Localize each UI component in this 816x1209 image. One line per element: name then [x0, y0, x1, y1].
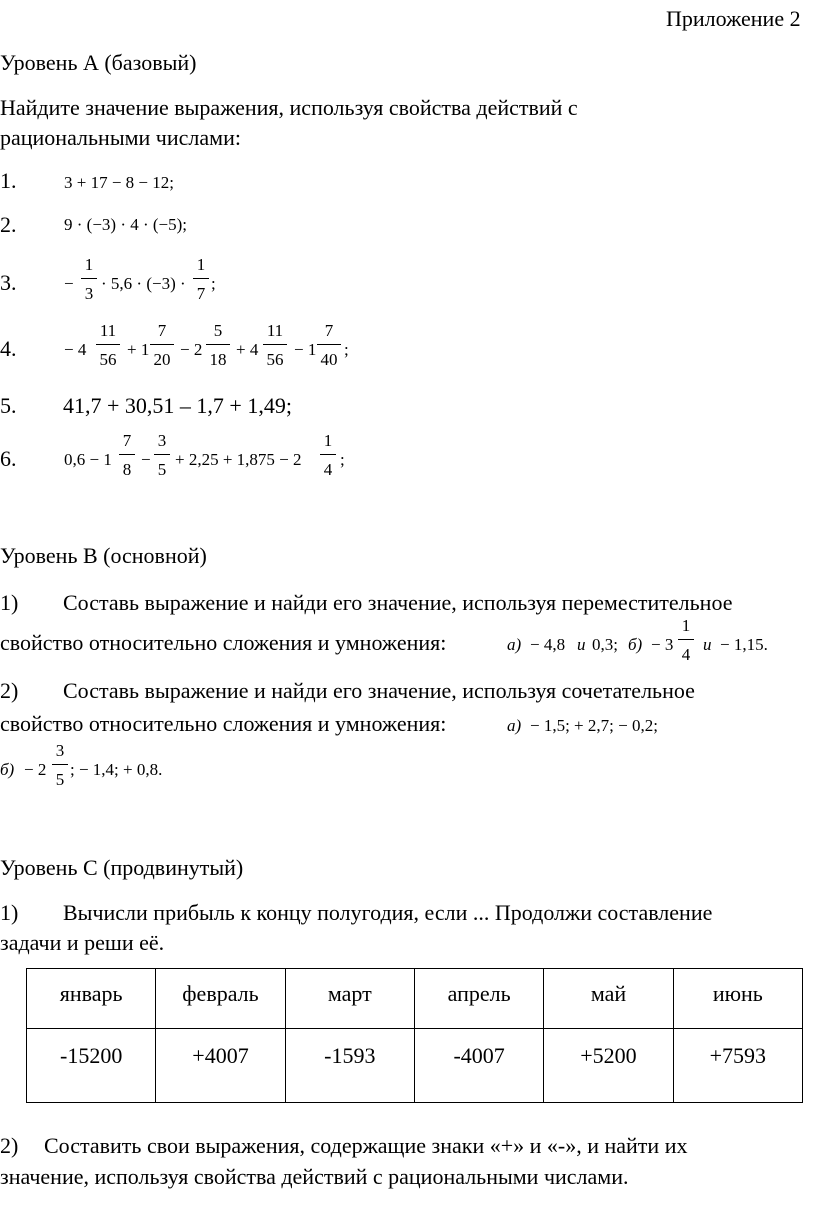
- item-term: −: [141, 450, 151, 469]
- item-number: 2.: [0, 212, 17, 237]
- fraction-denominator: 18: [209, 350, 227, 369]
- level-b-title: Уровень В (основной): [0, 543, 207, 568]
- fraction-numerator: 3: [55, 741, 65, 760]
- table-cell-value: -4007: [414, 1029, 543, 1103]
- table-cell-month: март: [285, 969, 414, 1029]
- task-option-b-whole: − 3: [651, 635, 674, 654]
- fraction-denominator: 5: [55, 770, 65, 789]
- fraction: [153, 432, 171, 478]
- task-option-a-expr: − 1,5; + 2,7; − 0,2;: [530, 716, 658, 735]
- task-option-a-expr2: 0,3;: [592, 635, 618, 654]
- fraction: [118, 432, 136, 478]
- task-option-a-label: а): [507, 635, 522, 654]
- task-option-b-label: б): [0, 760, 15, 779]
- task-option-a-label: а): [507, 716, 522, 735]
- appendix-label: Приложение 2: [666, 6, 801, 31]
- item-expression: 3 + 17 − 8 − 12;: [64, 173, 174, 192]
- conjunction: и: [577, 635, 586, 654]
- fraction: [192, 256, 210, 302]
- fraction: [149, 322, 175, 368]
- task-text-line2: свойство относительно сложения и умножения:: [0, 711, 447, 736]
- fraction-denominator: 8: [122, 460, 132, 479]
- item-term: · 5,6 · (−3) ·: [101, 274, 186, 293]
- task-option-b-expr2: ; − 1,4; + 0,8.: [70, 760, 163, 779]
- table-row: [27, 1029, 803, 1103]
- item-term: ;: [340, 450, 345, 469]
- table-cell-value: +4007: [156, 1029, 285, 1103]
- fraction-numerator: 1: [323, 431, 333, 450]
- fraction-numerator: 1: [681, 616, 691, 635]
- item-term: + 1: [127, 340, 150, 359]
- item-term: −: [64, 274, 74, 293]
- fraction: [262, 322, 288, 368]
- fraction-denominator: 3: [84, 284, 94, 303]
- task-number: 1): [0, 900, 19, 925]
- fraction: [677, 617, 695, 663]
- table-cell-value: -1593: [285, 1029, 414, 1103]
- table-cell-value: -15200: [27, 1029, 156, 1103]
- fraction-denominator: 7: [196, 284, 206, 303]
- task-option-b-label: б): [628, 635, 643, 654]
- fraction-denominator: 4: [323, 460, 333, 479]
- fraction-numerator: 5: [213, 321, 223, 340]
- task-number: 2): [0, 1133, 19, 1158]
- item-number: 4.: [0, 336, 17, 361]
- level-a-instruction-line2: рациональными числами:: [0, 125, 241, 150]
- task-number: 2): [0, 678, 19, 703]
- item-number: 1.: [0, 168, 17, 193]
- item-term: ;: [211, 274, 216, 293]
- fraction: [95, 322, 121, 368]
- item-number: 5.: [0, 393, 17, 418]
- fraction-numerator: 7: [324, 321, 334, 340]
- level-a-title: Уровень А (базовый): [0, 50, 197, 75]
- fraction-denominator: 20: [153, 350, 171, 369]
- fraction-numerator: 11: [99, 321, 117, 340]
- fraction-numerator: 7: [157, 321, 167, 340]
- fraction-denominator: 5: [157, 460, 167, 479]
- item-expression: 9 · (−3) · 4 · (−5);: [64, 215, 188, 234]
- task-text-line2: свойство относительно сложения и умножения:: [0, 630, 447, 655]
- table-cell-month: январь: [27, 969, 156, 1029]
- item-term: − 2: [180, 340, 203, 359]
- task-text-line1: Составить свои выражения, содержащие знаки «+» и «-», и найти их: [44, 1133, 688, 1158]
- item-expression: 41,7 + 30,51 – 1,7 + 1,49;: [63, 393, 292, 418]
- fraction: [51, 742, 69, 788]
- table-header-row: [27, 969, 803, 1029]
- table-cell-value: +7593: [673, 1029, 802, 1103]
- fraction: [205, 322, 231, 368]
- fraction-denominator: 40: [320, 350, 338, 369]
- item-term: + 2,25 + 1,875 − 2: [175, 450, 302, 469]
- item-term: − 4: [64, 340, 87, 359]
- table-cell-value: +5200: [544, 1029, 673, 1103]
- table-cell-month: апрель: [414, 969, 543, 1029]
- task-text-line2: значение, используя свойства действий с рациональными числами.: [0, 1164, 629, 1189]
- task-text-line1: Составь выражение и найди его значение, используя переместительное: [63, 590, 733, 615]
- item-term: + 4: [236, 340, 259, 359]
- item-number: 6.: [0, 446, 17, 471]
- fraction-numerator: 3: [157, 431, 167, 450]
- task-number: 1): [0, 590, 19, 615]
- fraction-numerator: 1: [196, 255, 206, 274]
- fraction: [319, 432, 337, 478]
- fraction-denominator: 4: [681, 645, 691, 664]
- fraction-numerator: 7: [122, 431, 132, 450]
- fraction-numerator: 11: [266, 321, 284, 340]
- item-term: − 1: [294, 340, 317, 359]
- table-cell-month: июнь: [673, 969, 802, 1029]
- item-term: ;: [344, 340, 349, 359]
- fraction-denominator: 56: [266, 350, 284, 369]
- fraction-denominator: 56: [99, 350, 117, 369]
- level-a-instruction-line1: Найдите значение выражения, используя свойства действий с: [0, 95, 578, 120]
- table-cell-month: февраль: [156, 969, 285, 1029]
- fraction-numerator: 1: [84, 255, 94, 274]
- task-option-b-whole: − 2: [24, 760, 47, 779]
- profit-table: [26, 968, 803, 1103]
- level-c-title: Уровень С (продвинутый): [0, 855, 244, 880]
- task-text-line1: Вычисли прибыль к концу полугодия, если ... Продолжи составление: [63, 900, 713, 925]
- item-term: 0,6 − 1: [64, 450, 112, 469]
- task-option-b-expr2: − 1,15.: [720, 635, 768, 654]
- task-text-line1: Составь выражение и найди его значение, используя сочетательное: [63, 678, 695, 703]
- task-option-a-expr: − 4,8: [530, 635, 566, 654]
- table-cell-month: май: [544, 969, 673, 1029]
- item-number: 3.: [0, 270, 17, 295]
- fraction: [80, 256, 98, 302]
- task-text-line2: задачи и реши её.: [0, 930, 165, 955]
- conjunction: и: [703, 635, 712, 654]
- fraction: [316, 322, 342, 368]
